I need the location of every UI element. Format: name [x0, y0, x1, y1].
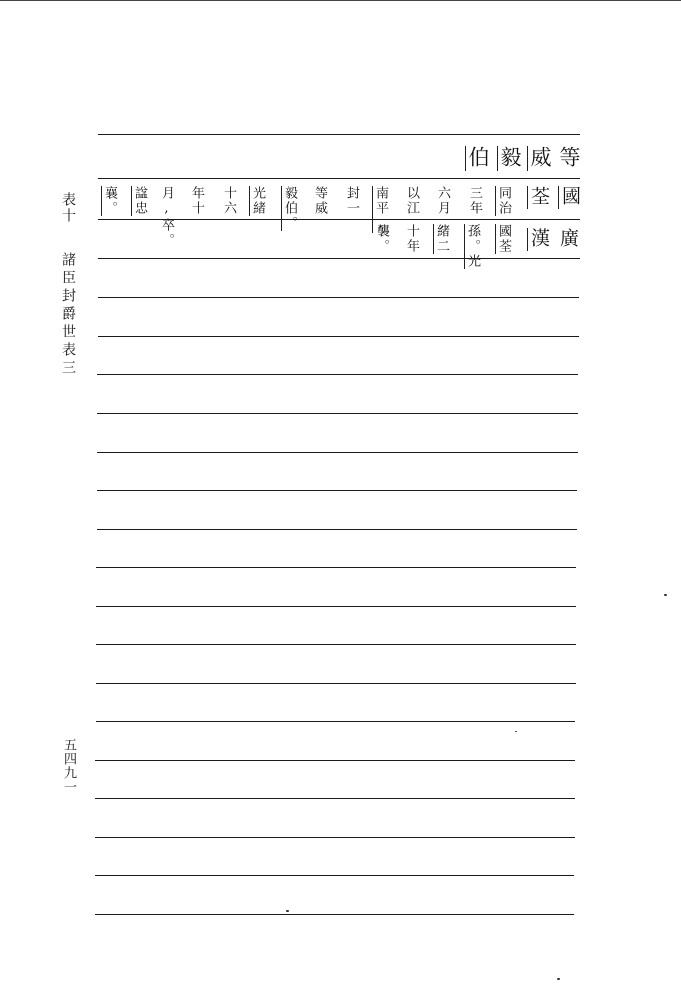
- entry-text-col: 月,卒。: [159, 186, 174, 248]
- table-rule: [96, 606, 576, 607]
- table-rule: [95, 798, 575, 799]
- entry-name-char: 荃: [528, 186, 550, 209]
- scan-speck: [286, 910, 289, 912]
- table-rule: [95, 760, 575, 761]
- table-rule: [96, 683, 576, 684]
- entry-text-col: 光緒: [250, 186, 265, 216]
- entry-name-char: 廣: [557, 228, 579, 251]
- table-rule: [95, 875, 574, 876]
- table-rule: [97, 490, 577, 491]
- table-rule: [97, 529, 577, 530]
- entry-text-col: 年十: [189, 186, 204, 216]
- entry-text-col: 三年: [467, 186, 482, 216]
- entry-text-col: 以江: [404, 186, 419, 216]
- entry-text-col: 襄。: [102, 186, 117, 216]
- scan-speck: [557, 978, 560, 980]
- table-rule: [96, 721, 575, 722]
- table-rule: [97, 452, 578, 453]
- entry-text-col: 十六: [221, 186, 236, 216]
- entry-name-char: 漢: [528, 228, 550, 251]
- entry-text-col: 國荃: [496, 224, 511, 254]
- table-rule: [98, 258, 580, 259]
- entry-text-col: 南平,: [373, 186, 388, 233]
- scan-speck: [664, 594, 667, 596]
- entry-text-col: 等威: [312, 186, 327, 216]
- table-rule: [98, 336, 579, 337]
- table-rule: [95, 914, 574, 915]
- table-rule: [97, 374, 578, 375]
- title-char: 伯: [466, 146, 490, 171]
- page-top-border: [0, 0, 681, 1]
- table-rule-header: [98, 178, 580, 179]
- table-rule: [95, 837, 575, 838]
- scan-speck: [515, 731, 517, 732]
- entry-text-col: 六月,: [435, 186, 450, 233]
- entry-text-col: 封一: [344, 186, 359, 216]
- table-rule: [97, 413, 578, 414]
- entry-text-col: 十年: [404, 224, 419, 254]
- entry-text-col: 緒二: [434, 224, 449, 254]
- entry-text-col: 襲。: [374, 224, 389, 254]
- title-char: 毅: [498, 146, 522, 171]
- page-number: 五四九一: [61, 738, 76, 794]
- entry-text-col: 諡忠: [132, 186, 147, 216]
- table-rule-top: [98, 134, 580, 135]
- table-rule: [98, 297, 579, 298]
- table-rule: [96, 644, 576, 645]
- title-char: 等: [557, 146, 581, 171]
- chapter-label: 表十: [60, 192, 76, 224]
- entry-text-col: 毅伯。: [282, 186, 297, 231]
- entry-text-col: 孫。光: [465, 224, 480, 269]
- entry-name-char: 國: [559, 186, 581, 209]
- section-title: 諸臣封爵世表三: [60, 252, 76, 378]
- entry-text-col: 同治: [496, 186, 511, 216]
- table-rule: [96, 567, 576, 568]
- title-char: 威: [528, 146, 552, 171]
